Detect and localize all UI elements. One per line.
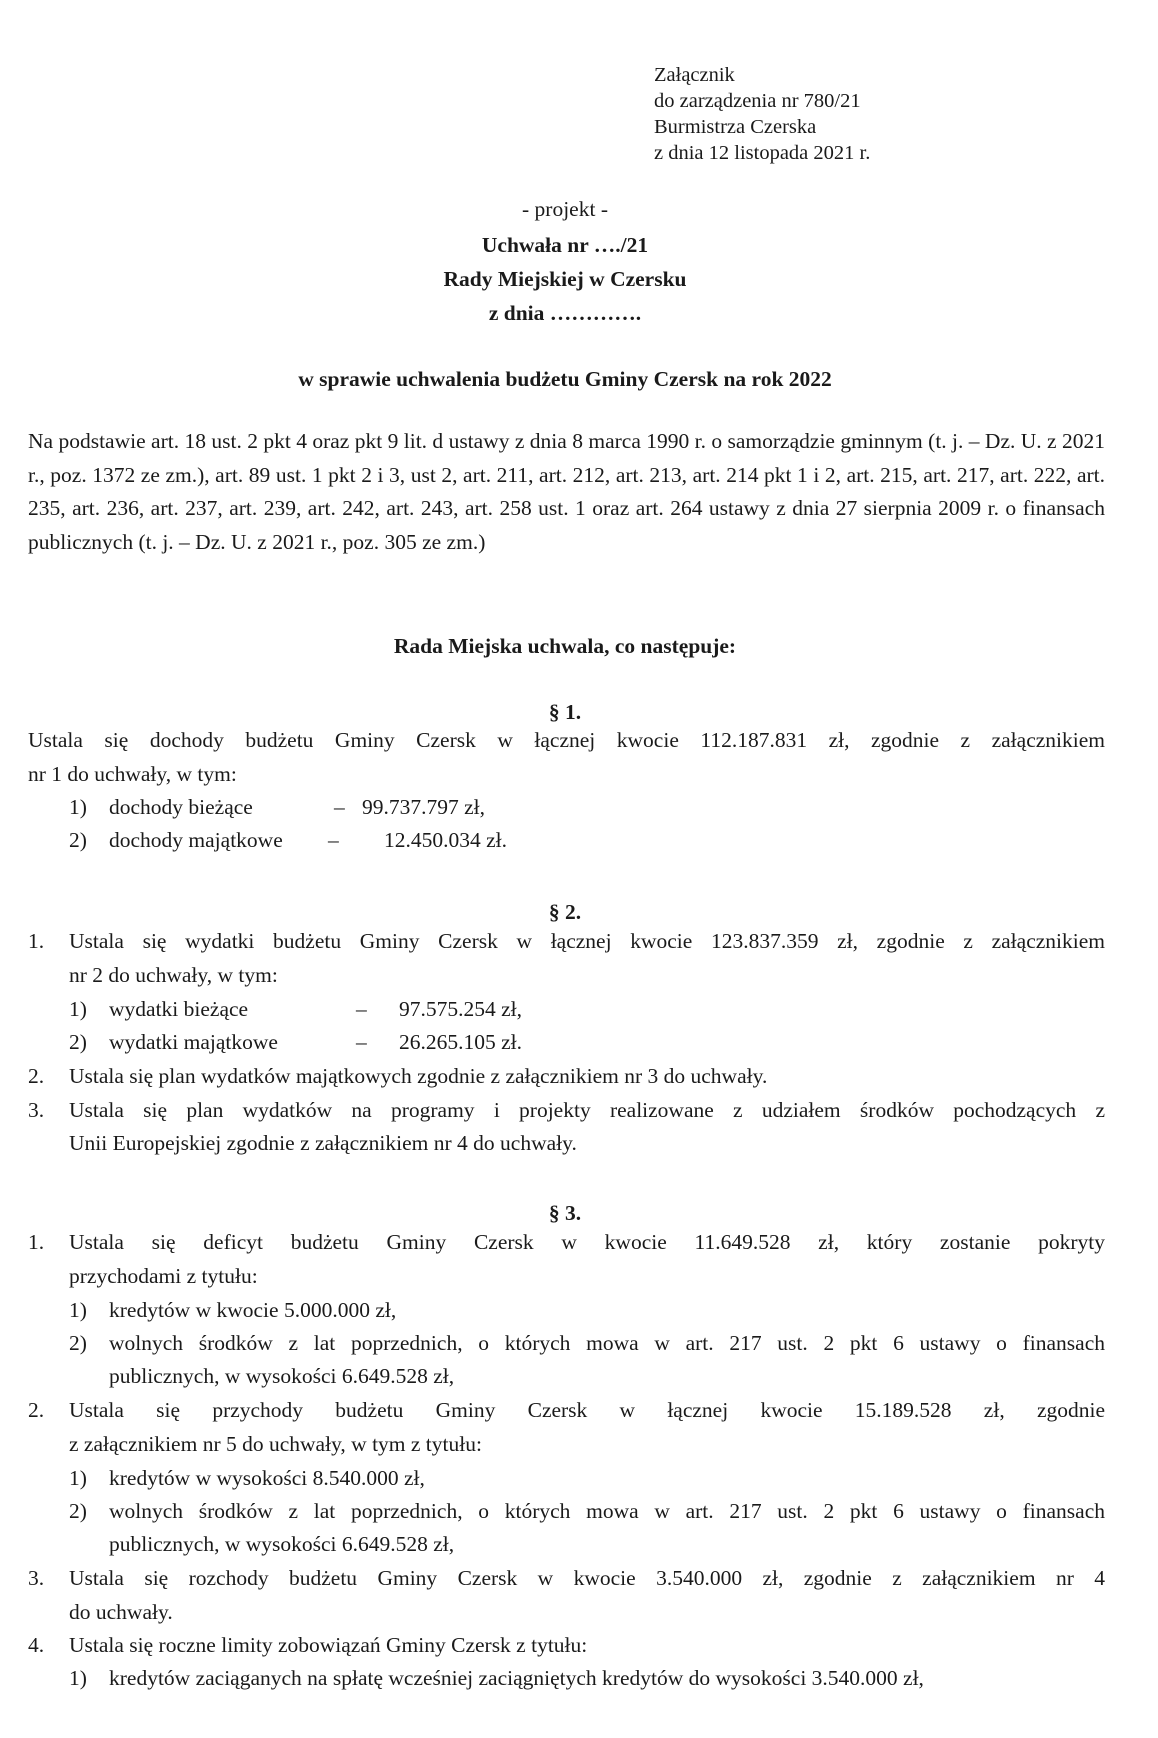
list-item-number: 2): [69, 1499, 87, 1523]
section-3-p3-text: Ustala się rozchody budżetu Gminy Czersk w kwocie 3.540.000 zł, zgodnie z załącznikiem nr 4: [69, 1566, 1105, 1590]
list-dash: –: [356, 997, 367, 1021]
paragraph-number: 3.: [28, 1566, 45, 1590]
limit-credit-item: kredytów zaciąganych na spłatę wcześniej zaciągniętych kredytów do wysokości 3.540.000 zł,: [109, 1666, 924, 1690]
income-current-label: dochody bieżące: [109, 795, 253, 819]
legal-basis-paragraph: Na podstawie art. 18 ust. 2 pkt 4 oraz pkt 9 lit. d ustawy z dnia 8 marca 1990 r. o samorządzie gminnym (t. j. – Dz. U. z 2021 r., poz. 1372 ze zm.), art. 89 ust. 1 pkt 2 i 3, ust 2, art. 211, art. 212, art. 213, art. 214 pkt 1 i 2, art. 215, art. 217, art. 222, art. 235, art. 236, art. 237, art. 239, art. 242, art. 243, art. 258 ust. 1 oraz art. 264 ustawy z dnia 27 sierpnia 2009 r. o finansach publicznych (t. j. – Dz. U. z 2021 r., poz. 305 ze zm.): [28, 429, 1105, 554]
resolution-date: z dnia ………….: [488, 301, 642, 325]
section-3-p1-text-cont: przychodami z tytułu:: [69, 1264, 258, 1288]
section-3-heading: § 3.: [548, 1201, 582, 1225]
paragraph-number: 3.: [28, 1098, 45, 1122]
section-2-p1-text: Ustala się wydatki budżetu Gminy Czersk w łącznej kwocie 123.837.359 zł, zgodnie z załącznikiem: [69, 929, 1105, 953]
expense-property-amount: 26.265.105 zł.: [399, 1030, 523, 1054]
list-item-number: 1): [69, 1298, 87, 1322]
section-3-p2-text: Ustala się przychody budżetu Gminy Czersk w łącznej kwocie 15.189.528 zł, zgodnie: [69, 1398, 1105, 1422]
list-item-number: 2): [69, 1030, 87, 1054]
paragraph-number: 1.: [28, 929, 45, 953]
list-item-number: 2): [69, 1331, 87, 1355]
paragraph-number: 2.: [28, 1064, 45, 1088]
annex-line-2: do zarządzenia nr 780/21: [654, 90, 861, 112]
expense-current-amount: 97.575.254 zł,: [399, 997, 523, 1021]
resolves-heading: Rada Miejska uchwala, co następuje:: [393, 634, 737, 658]
section-2-p1-text-cont: nr 2 do uchwały, w tym:: [69, 963, 278, 987]
revenue-free-funds-item-cont: publicznych, w wysokości 6.649.528 zł,: [109, 1532, 455, 1556]
list-dash: –: [334, 795, 345, 819]
expense-current-label: wydatki bieżące: [109, 997, 249, 1021]
paragraph-number: 1.: [28, 1230, 45, 1254]
deficit-free-funds-item-cont: publicznych, w wysokości 6.649.528 zł,: [109, 1364, 455, 1388]
paragraph-number: 2.: [28, 1398, 45, 1422]
list-item-number: 1): [69, 997, 87, 1021]
section-2-p3-text-cont: Unii Europejskiej zgodnie z załącznikiem nr 4 do uchwały.: [69, 1131, 577, 1155]
list-item-number: 2): [69, 828, 87, 852]
paragraph-number: 4.: [28, 1633, 45, 1657]
section-2-p2-text: Ustala się plan wydatków majątkowych zgodnie z załącznikiem nr 3 do uchwały.: [69, 1064, 768, 1088]
list-dash: –: [356, 1030, 367, 1054]
draft-label: - projekt -: [522, 197, 608, 221]
list-item-number: 1): [69, 1666, 87, 1690]
annex-line-1: Załącznik: [654, 64, 735, 86]
section-2-heading: § 2.: [548, 900, 582, 924]
section-1-text-cont: nr 1 do uchwały, w tym:: [28, 762, 237, 786]
income-property-amount: 12.450.034 zł.: [384, 828, 508, 852]
revenue-free-funds-item: wolnych środków z lat poprzednich, o których mowa w art. 217 ust. 2 pkt 6 ustawy o finansach: [109, 1499, 1105, 1523]
council-name: Rady Miejskiej w Czersku: [443, 267, 687, 291]
expense-property-label: wydatki majątkowe: [109, 1030, 278, 1054]
section-2-p3-text: Ustala się plan wydatków na programy i projekty realizowane z udziałem środków pochodzących z: [69, 1098, 1105, 1122]
income-current-amount: 99.737.797 zł,: [362, 795, 486, 819]
revenue-credit-item: kredytów w wysokości 8.540.000 zł,: [109, 1466, 425, 1490]
section-3-p1-text: Ustala się deficyt budżetu Gminy Czersk w kwocie 11.649.528 zł, który zostanie pokryty: [69, 1230, 1105, 1254]
list-item-number: 1): [69, 1466, 87, 1490]
annex-line-3: Burmistrza Czerska: [654, 116, 817, 138]
annex-line-4: z dnia 12 listopada 2021 r.: [654, 142, 871, 164]
resolution-subject: w sprawie uchwalenia budżetu Gminy Czersk na rok 2022: [298, 367, 832, 391]
resolution-title: Uchwała nr …./21: [481, 233, 649, 257]
income-property-label: dochody majątkowe: [109, 828, 283, 852]
section-3-p4-text: Ustala się roczne limity zobowiązań Gminy Czersk z tytułu:: [69, 1633, 588, 1657]
list-dash: –: [328, 828, 339, 852]
section-1-heading: § 1.: [548, 700, 582, 724]
deficit-free-funds-item: wolnych środków z lat poprzednich, o których mowa w art. 217 ust. 2 pkt 6 ustawy o finansach: [109, 1331, 1105, 1355]
section-3-p2-text-cont: z załącznikiem nr 5 do uchwały, w tym z tytułu:: [69, 1432, 482, 1456]
section-1-text: Ustala się dochody budżetu Gminy Czersk w łącznej kwocie 112.187.831 zł, zgodnie z załącznikiem: [28, 728, 1105, 752]
list-item-number: 1): [69, 795, 87, 819]
annex-note: [654, 62, 870, 166]
deficit-credit-item: kredytów w kwocie 5.000.000 zł,: [109, 1298, 397, 1322]
section-3-p3-text-cont: do uchwały.: [69, 1600, 173, 1624]
